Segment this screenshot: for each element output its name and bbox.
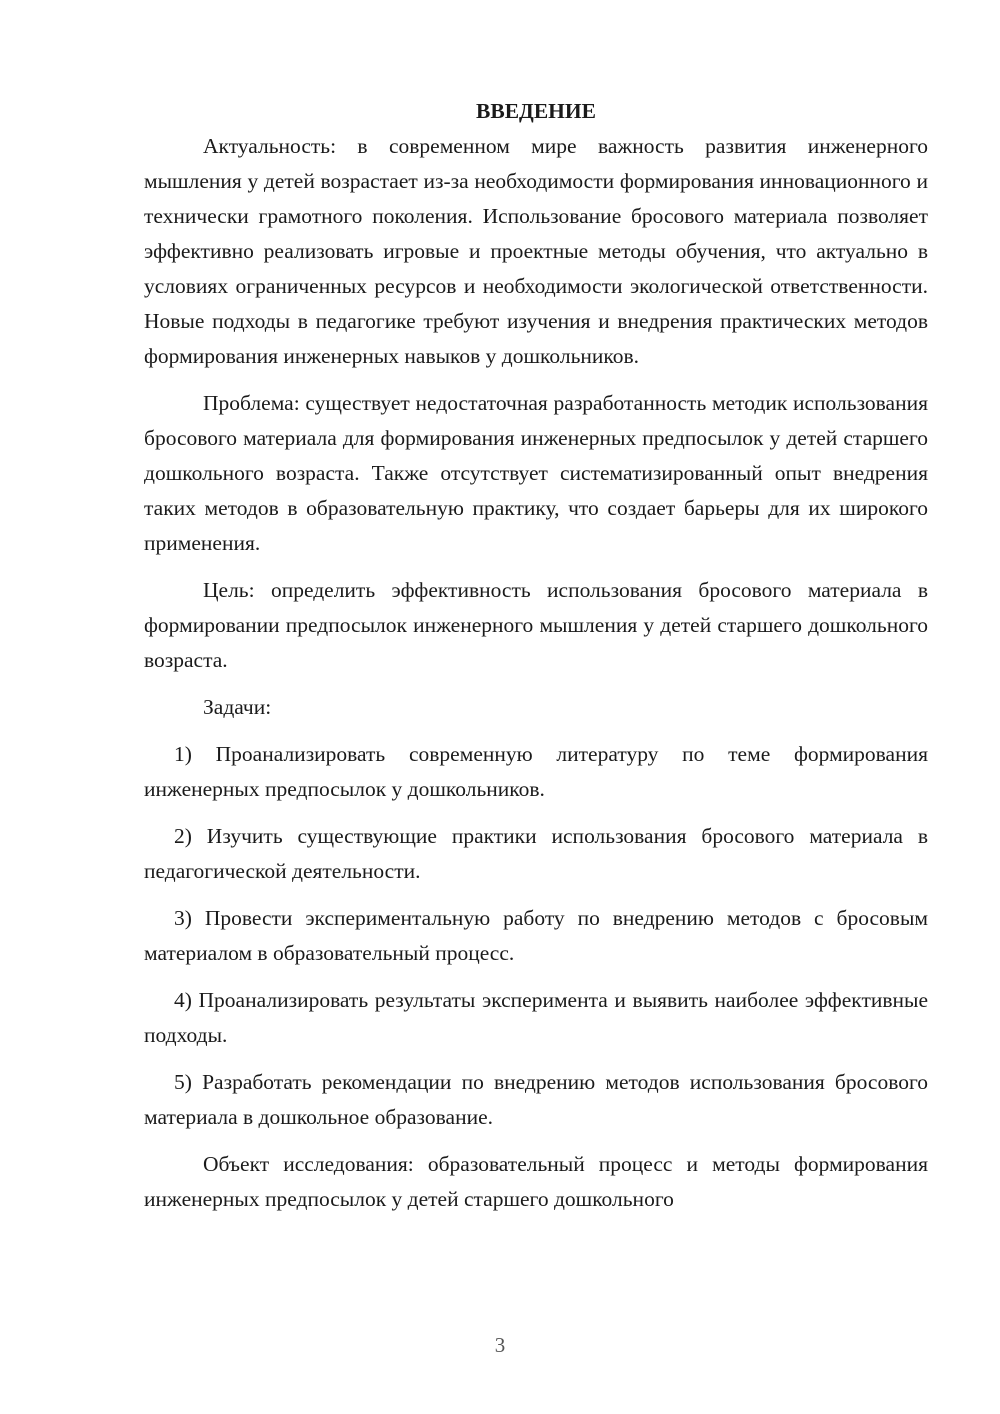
paragraph-problem: Проблема: существует недостаточная разработанность методик использования бросового материала для формирования инженерных предпосылок у детей старшего дошкольного возраста. Также отсутствует систематизированный опыт внедрения таких методов в образовательную практику, что создает барьеры для их широкого применения. xyxy=(144,391,928,555)
task-item: 2) Изучить существующие практики использования бросового материала в педагогической деятельности. xyxy=(144,824,928,883)
document-page xyxy=(144,94,928,1229)
paragraph-relevance: Актуальность: в современном мире важность развития инженерного мышления у детей возрастает из-за необходимости формирования инновационного и технически грамотного поколения. Использование бросового материала позволяет эффективно реализовать игровые и проектные методы обучения, что актуально в условиях ограниченных ресурсов и необходимости экологической ответственности. Новые подходы в педагогике требуют изучения и внедрения практических методов формирования инженерных навыков у дошкольников. xyxy=(144,134,928,368)
task-item: 5) Разработать рекомендации по внедрению методов использования бросового материала в дошкольное образование. xyxy=(144,1070,928,1129)
paragraph-goal: Цель: определить эффективность использования бросового материала в формировании предпосылок инженерного мышления у детей старшего дошкольного возраста. xyxy=(144,578,928,672)
page-number: 3 xyxy=(494,1333,506,1357)
section-title: ВВЕДЕНИЕ xyxy=(476,99,596,123)
task-item: 1) Проанализировать современную литературу по теме формирования инженерных предпосылок у дошкольников. xyxy=(144,742,928,801)
task-item: 3) Провести экспериментальную работу по внедрению методов с бросовым материалом в образовательный процесс. xyxy=(144,906,928,965)
paragraph-object: Объект исследования: образовательный процесс и методы формирования инженерных предпосылок у детей старшего дошкольного xyxy=(144,1152,928,1211)
tasks-label: Задачи: xyxy=(203,695,272,719)
task-item: 4) Проанализировать результаты эксперимента и выявить наиболее эффективные подходы. xyxy=(144,988,928,1047)
